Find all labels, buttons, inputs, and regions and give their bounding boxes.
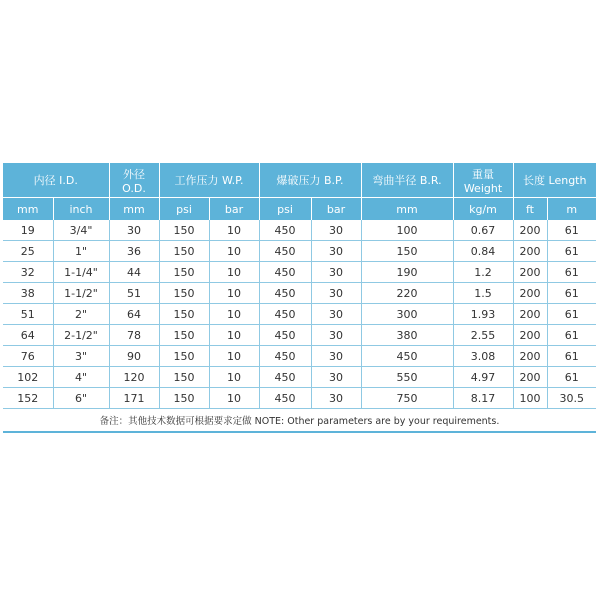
table-row [3, 241, 596, 262]
table-cell: 2-1/2" [53, 325, 109, 346]
table-cell: 30 [311, 325, 361, 346]
table-cell: 1" [53, 241, 109, 262]
table-cell: 10 [209, 346, 259, 367]
table-cell: 120 [109, 367, 159, 388]
unit-header-cell: bar [311, 198, 361, 221]
table-cell: 100 [513, 388, 547, 409]
table-cell: 4" [53, 367, 109, 388]
table-cell: 750 [361, 388, 453, 409]
table-cell: 32 [3, 262, 53, 283]
table-cell: 1.93 [453, 304, 513, 325]
table-cell: 2.55 [453, 325, 513, 346]
table-cell: 1-1/2" [53, 283, 109, 304]
unit-header-cell: ft [513, 198, 547, 221]
group-header-cell: 弯曲半径 B.R. [361, 163, 453, 198]
table-cell: 8.17 [453, 388, 513, 409]
table-cell: 450 [259, 262, 311, 283]
table-cell: 100 [361, 220, 453, 241]
table-cell: 51 [3, 304, 53, 325]
table-cell: 61 [547, 241, 596, 262]
table-row [3, 325, 596, 346]
table-cell: 61 [547, 346, 596, 367]
note-row [3, 409, 596, 433]
table-cell: 150 [361, 241, 453, 262]
table-cell: 30 [109, 220, 159, 241]
table-cell: 61 [547, 262, 596, 283]
table-row [3, 346, 596, 367]
table-row [3, 388, 596, 409]
table-cell: 450 [259, 304, 311, 325]
spec-table-container [3, 163, 596, 433]
table-cell: 30 [311, 346, 361, 367]
table-cell: 450 [259, 241, 311, 262]
unit-header-cell: mm [109, 198, 159, 221]
table-cell: 64 [109, 304, 159, 325]
table-cell: 30.5 [547, 388, 596, 409]
table-cell: 102 [3, 367, 53, 388]
table-cell: 190 [361, 262, 453, 283]
table-cell: 0.84 [453, 241, 513, 262]
table-cell: 25 [3, 241, 53, 262]
table-cell: 150 [159, 388, 209, 409]
table-cell: 61 [547, 304, 596, 325]
table-cell: 10 [209, 283, 259, 304]
table-cell: 10 [209, 220, 259, 241]
table-cell: 10 [209, 304, 259, 325]
table-cell: 150 [159, 367, 209, 388]
table-cell: 450 [259, 220, 311, 241]
table-cell: 10 [209, 388, 259, 409]
table-cell: 51 [109, 283, 159, 304]
unit-header-cell: psi [159, 198, 209, 221]
table-cell: 10 [209, 241, 259, 262]
table-cell: 150 [159, 304, 209, 325]
unit-header-cell: mm [3, 198, 53, 221]
table-row [3, 220, 596, 241]
table-cell: 10 [209, 367, 259, 388]
unit-header-row [3, 198, 596, 221]
table-row [3, 367, 596, 388]
table-cell: 61 [547, 220, 596, 241]
table-cell: 450 [259, 367, 311, 388]
table-cell: 30 [311, 304, 361, 325]
table-cell: 78 [109, 325, 159, 346]
table-cell: 10 [209, 325, 259, 346]
table-cell: 6" [53, 388, 109, 409]
table-cell: 10 [209, 262, 259, 283]
table-cell: 200 [513, 346, 547, 367]
table-cell: 90 [109, 346, 159, 367]
table-cell: 30 [311, 388, 361, 409]
table-cell: 450 [259, 388, 311, 409]
unit-header-cell: psi [259, 198, 311, 221]
table-cell: 1.2 [453, 262, 513, 283]
group-header-row [3, 163, 596, 198]
table-cell: 220 [361, 283, 453, 304]
group-header-cell: 重量 Weight [453, 163, 513, 198]
table-cell: 61 [547, 283, 596, 304]
unit-header-cell: mm [361, 198, 453, 221]
table-cell: 30 [311, 283, 361, 304]
table-row [3, 283, 596, 304]
group-header-cell: 内径 I.D. [3, 163, 109, 198]
table-cell: 76 [3, 346, 53, 367]
table-cell: 150 [159, 283, 209, 304]
unit-header-cell: kg/m [453, 198, 513, 221]
table-cell: 44 [109, 262, 159, 283]
table-cell: 450 [259, 325, 311, 346]
table-cell: 150 [159, 262, 209, 283]
note-text: 备注：其他技术数据可根据要求定做 NOTE: Other parameters are by your requirements. [3, 409, 596, 433]
table-cell: 0.67 [453, 220, 513, 241]
table-cell: 200 [513, 241, 547, 262]
table-cell: 36 [109, 241, 159, 262]
table-cell: 61 [547, 367, 596, 388]
table-cell: 550 [361, 367, 453, 388]
table-cell: 64 [3, 325, 53, 346]
table-cell: 3.08 [453, 346, 513, 367]
table-cell: 4.97 [453, 367, 513, 388]
table-cell: 19 [3, 220, 53, 241]
table-cell: 200 [513, 220, 547, 241]
table-cell: 61 [547, 325, 596, 346]
table-cell: 450 [259, 346, 311, 367]
table-cell: 38 [3, 283, 53, 304]
group-header-cell: 外径 O.D. [109, 163, 159, 198]
group-header-cell: 工作压力 W.P. [159, 163, 259, 198]
table-cell: 150 [159, 346, 209, 367]
table-cell: 450 [259, 283, 311, 304]
table-cell: 152 [3, 388, 53, 409]
table-cell: 3" [53, 346, 109, 367]
table-cell: 150 [159, 220, 209, 241]
table-cell: 30 [311, 262, 361, 283]
table-cell: 30 [311, 241, 361, 262]
table-cell: 200 [513, 283, 547, 304]
table-cell: 171 [109, 388, 159, 409]
table-cell: 450 [361, 346, 453, 367]
table-cell: 150 [159, 325, 209, 346]
table-body [3, 220, 596, 409]
table-cell: 380 [361, 325, 453, 346]
table-cell: 3/4" [53, 220, 109, 241]
unit-header-cell: inch [53, 198, 109, 221]
table-row [3, 304, 596, 325]
table-cell: 200 [513, 262, 547, 283]
table-cell: 300 [361, 304, 453, 325]
table-row [3, 262, 596, 283]
table-cell: 2" [53, 304, 109, 325]
group-header-cell: 长度 Length [513, 163, 596, 198]
table-cell: 150 [159, 241, 209, 262]
unit-header-cell: bar [209, 198, 259, 221]
table-cell: 200 [513, 367, 547, 388]
table-cell: 200 [513, 304, 547, 325]
table-cell: 200 [513, 325, 547, 346]
table-cell: 1.5 [453, 283, 513, 304]
hose-spec-table [3, 163, 596, 433]
unit-header-cell: m [547, 198, 596, 221]
table-cell: 30 [311, 220, 361, 241]
table-cell: 30 [311, 367, 361, 388]
table-cell: 1-1/4" [53, 262, 109, 283]
group-header-cell: 爆破压力 B.P. [259, 163, 361, 198]
